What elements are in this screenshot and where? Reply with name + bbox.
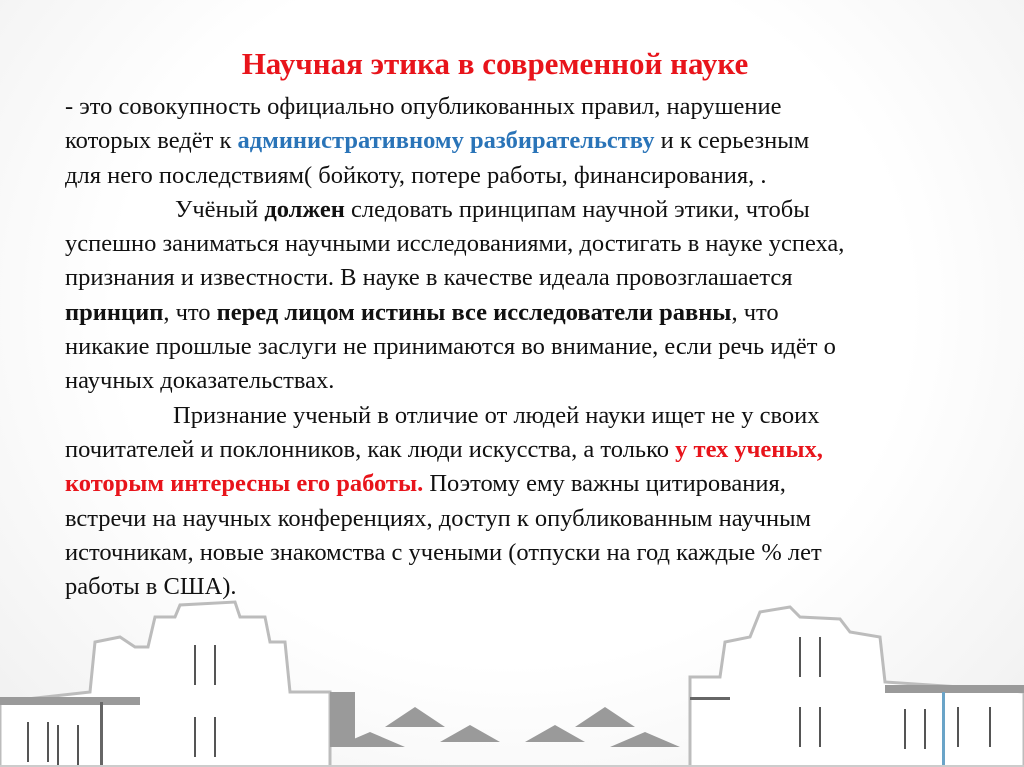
text-segment: Признание ученый в отличие от людей науки ищет не у своих [173,401,820,429]
text-segment: никакие прошлые заслуги не принимаются во внимание, если речь идёт о [65,333,836,361]
text-segment: - это совокупность официально опубликованных правил, нарушение [65,93,782,120]
text-segment: Учёный [175,195,265,223]
emphasized-text: перед лицом истины все исследователи равны [216,298,732,326]
text-segment: следовать принципам научной этики, чтобы [344,195,810,223]
text-segment: источникам, новые знакомства с учеными (отпуски на год каждые % лет [65,538,822,566]
text-segment: Поэтому ему важны цитирования, [423,470,786,498]
text-line [65,467,985,501]
text-segment: встречи на научных конференциях, доступ к опубликованным научным [65,504,812,532]
text-line [65,159,985,193]
text-segment: , что [163,298,217,326]
text-segment: признания и известности. В науке в качестве идеала провозглашается [65,264,793,292]
text-line [65,90,985,124]
text-line [65,536,985,570]
text-segment: успешно заниматься научными исследованиями, достигать в науке успеха, [65,230,845,258]
text-line [65,296,985,330]
text-segment: научных доказательствах. [65,367,335,395]
text-line [65,261,985,295]
text-line [65,124,985,158]
text-line [65,193,985,227]
text-segment: для него последствиям( бойкоту, потере работы, финансирования, . [65,161,767,189]
text-line [65,433,985,467]
text-segment: почитателей и поклонников, как люди искусства, а только [65,435,676,463]
text-line [65,364,985,398]
emphasized-text: принцип [65,298,164,326]
emphasized-text: должен [264,195,345,223]
emphasized-text: которым интересны его работы. [65,470,424,498]
emphasized-text: административному разбирательству [237,127,655,155]
text-segment: и к серьезным [654,127,810,155]
text-line [65,330,985,364]
text-segment: , что [731,298,779,326]
emphasized-text: у тех ученых, [675,435,823,463]
text-line [65,502,985,536]
text-segment: работы в США). [65,573,237,601]
slide-title: Научная этика в современной науке [241,46,749,81]
text-line [65,227,985,261]
text-segment: которых ведёт к [65,127,238,155]
slide-body-text [65,90,985,604]
text-line [65,399,985,433]
university-buildings-illustration [0,597,1024,767]
